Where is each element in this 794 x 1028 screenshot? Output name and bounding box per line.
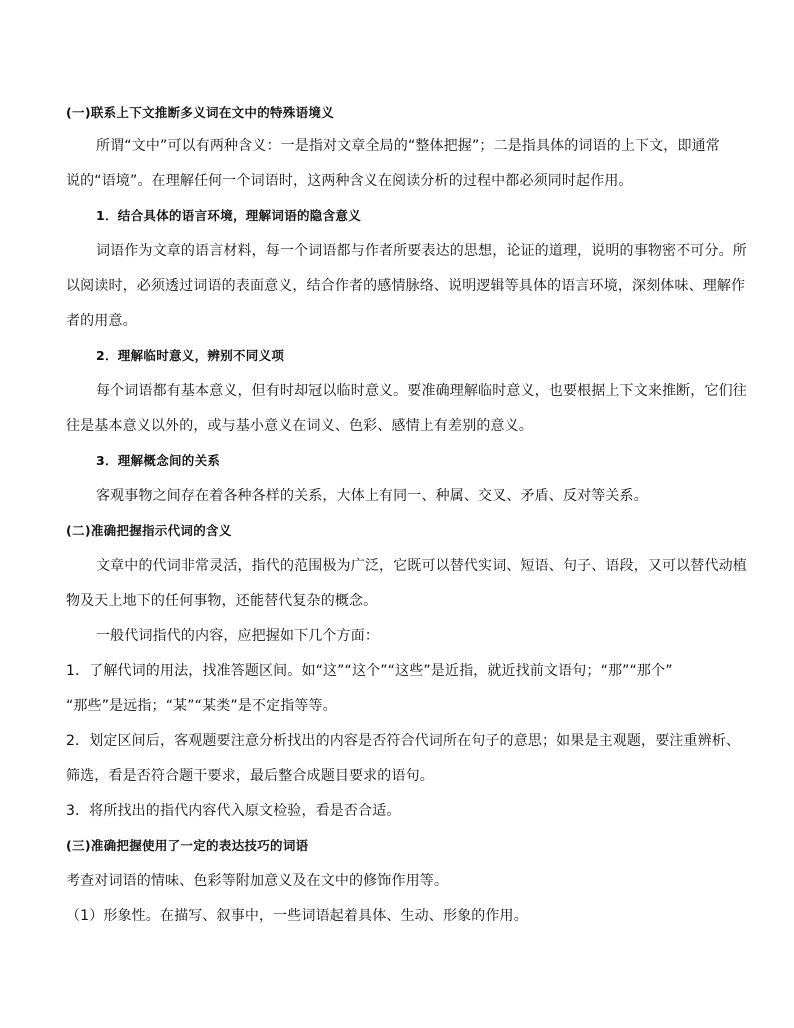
paragraph-line: 以阅读时，必须透过词语的表面意义，结合作者的感情脉络、说明逻辑等具体的语言环境，深刻体味、理解作 bbox=[66, 278, 746, 294]
paragraph-line: 每个词语都有基本意义，但有时却冠以临时意义。要准确理解临时意义，也要根据上下文来推断，它们往 bbox=[96, 383, 747, 399]
paragraph-line: 往是基本意义以外的，或与基小意义在词义、色彩、感情上有差别的意义。 bbox=[66, 418, 533, 434]
point-title-1: 1．结合具体的语言环境，理解词语的隐含意义 bbox=[96, 208, 361, 223]
paragraph-line: 客观事物之间存在着各种各样的关系，大体上有同一、种属、交叉、矛盾、反对等关系。 bbox=[96, 488, 648, 504]
section-heading-1: (一)联系上下文推断多义词在文中的特殊语境义 bbox=[66, 105, 335, 120]
paragraph-line: 一般代词指代的内容，应把握如下几个方面： bbox=[96, 628, 379, 644]
point-title-2: 2．理解临时意义，辨别不同义项 bbox=[96, 348, 285, 363]
section-heading-2: (二)准确把握指示代词的含义 bbox=[66, 523, 232, 538]
paragraph-line: 文章中的代词非常灵活，指代的范围极为广泛，它既可以替代实词、短语、句子、语段，又可以替代动植 bbox=[96, 558, 747, 574]
list-item: 筛选，看是否符合题干要求，最后整合成题目要求的语句。 bbox=[66, 768, 434, 784]
paragraph-line: 考查对词语的情味、色彩等附加意义及在文中的修饰作用等。 bbox=[66, 873, 449, 889]
list-item: “那些”是远指；“某”“某类”是不定指等等。 bbox=[66, 698, 337, 714]
list-item: 3．将所找出的指代内容代入原文检验，看是否合适。 bbox=[66, 803, 401, 819]
paragraph-line: 所谓“文中”可以有两种含义：一是指对文章全局的“整体把握”；二是指具体的词语的上下文，即通常 bbox=[96, 138, 720, 154]
point-title-3: 3．理解概念间的关系 bbox=[96, 453, 221, 468]
paragraph-line: 说的“语境”。在理解任何一个词语时，这两种含义在阅读分析的过程中都必须同时起作用。 bbox=[66, 173, 633, 189]
section-heading-3: (三)准确把握使用了一定的表达技巧的词语 bbox=[66, 838, 309, 853]
list-item: 2．划定区间后，客观题要注意分析找出的内容是否符合代词所在句子的意思；如果是主观题，要注重辨析、 bbox=[66, 733, 741, 749]
paragraph-line: 物及天上地下的任何事物，还能替代复杂的概念。 bbox=[66, 593, 378, 609]
list-item: 1．了解代词的用法，找准答题区间。如“这”“这个”“这些”是近指，就近找前文语句；“那”“那个” bbox=[66, 663, 673, 679]
paragraph-line: 者的用意。 bbox=[66, 313, 137, 329]
paragraph-line: （1）形象性。在描写、叙事中，一些词语起着具体、生动、形象的作用。 bbox=[66, 908, 528, 924]
paragraph-line: 词语作为文章的语言材料，每一个词语都与作者所要表达的思想，论证的道理，说明的事物密不可分。所 bbox=[96, 243, 747, 259]
